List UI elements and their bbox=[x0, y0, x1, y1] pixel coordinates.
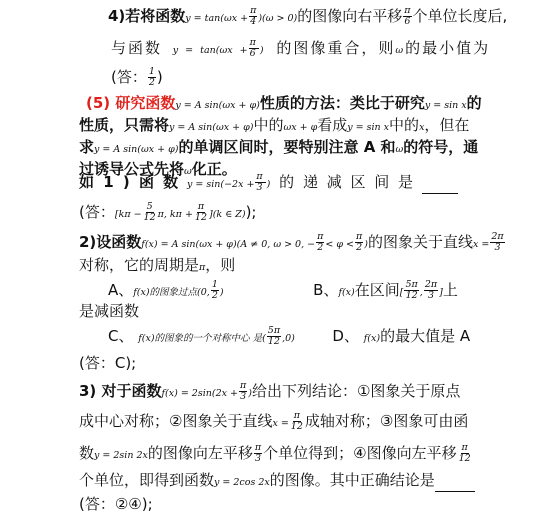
problem-3-line-4: 个单位，即得到函数y = 2cos 2x的图像。其中正确结论是 bbox=[79, 471, 475, 492]
problem-4-line-1: 4)若将函数y = tan(ωx + $\frac{\pi}{4}$ )(ω > 0)的图像向右平移 $\frac{\pi}{6}$ 个单位长度后, bbox=[108, 5, 508, 27]
section-5-line-4: 过诱导公式先将ω化正。 bbox=[79, 160, 237, 178]
problem-3-line-3: 数y = 2sin 2x的图像向左平移 $\frac{\pi}{3}$ 个单位得到；④图像向左平移 $\frac{\pi}{12}$ bbox=[79, 442, 471, 464]
answer-blank-3 bbox=[435, 478, 475, 492]
problem-2-options-ab: A、f(x)的图象过点(0, $\frac{1}{2}$ ) B、f(x)在区间[ $\frac{5\pi}{12}$ , $\frac{2\pi}{3}$ ]上 bbox=[108, 279, 458, 301]
answer-4: (答： $\frac{1}{2}$ ) bbox=[111, 66, 163, 88]
answer-example-1: (答：[kπ − $\frac{5}{12}$ π, kπ + $\frac{\pi}{12}$ ](k ∈ Z)); bbox=[79, 201, 257, 223]
problem-3-line-2: 成中心对称；②图象关于直线x = $\frac{\pi}{12}$ 成轴对称；③图象可由函 bbox=[79, 410, 469, 432]
problem-2-line-2: 对称，它的周期是π，则 bbox=[79, 256, 236, 274]
problem-2-line-4: 是减函数 bbox=[79, 302, 140, 320]
section-5-line-3: 求y = A sin(ωx + φ)的单调区间时，要特别注意 A 和ω的符号，通 bbox=[79, 138, 479, 156]
problem-2-options-cd: C、 f(x)的图象的一个对称中心 是( $\frac{5\pi}{12}$ ,0) D、 f(x)的最大值是 A bbox=[108, 325, 471, 347]
problem-4-line-2: 与函数 y = tan(ωx + $\frac{\pi}{6}$ ) 的图像重合，则ω的最小值为 bbox=[111, 37, 491, 59]
section-5-line-2: 性质，只需将y = A sin(ωx + φ)中的ωx + φ看成y = sin x中的x，但在 bbox=[79, 116, 470, 134]
problem-3-line-1: 3) 对于函数f(x) = 2sin(2x + $\frac{\pi}{3}$ )给出下列结论：①图象关于原点 bbox=[79, 380, 461, 402]
example-1: 如 1 ) 函 数 y = sin(−2x + $\frac{\pi}{3}$ ) 的 递 减 区 间 是 bbox=[79, 172, 458, 194]
answer-problem-3: (答：②④); bbox=[79, 495, 153, 513]
answer-problem-2: (答：C); bbox=[79, 354, 137, 372]
problem-2-line-1: 2)设函数f(x) = A sin(ωx + φ)(A ≠ 0, ω > 0, − $\frac{\pi}{2}$ < φ < $\frac{\pi}{2}$ )的图象关于直线x = $\frac{2\pi}{3}$ bbox=[79, 231, 504, 253]
answer-blank bbox=[422, 180, 458, 194]
section-5-heading: (5) 研究函数y = A sin(ωx + φ)性质的方法：类比于研究y = sin x的 bbox=[86, 94, 482, 112]
